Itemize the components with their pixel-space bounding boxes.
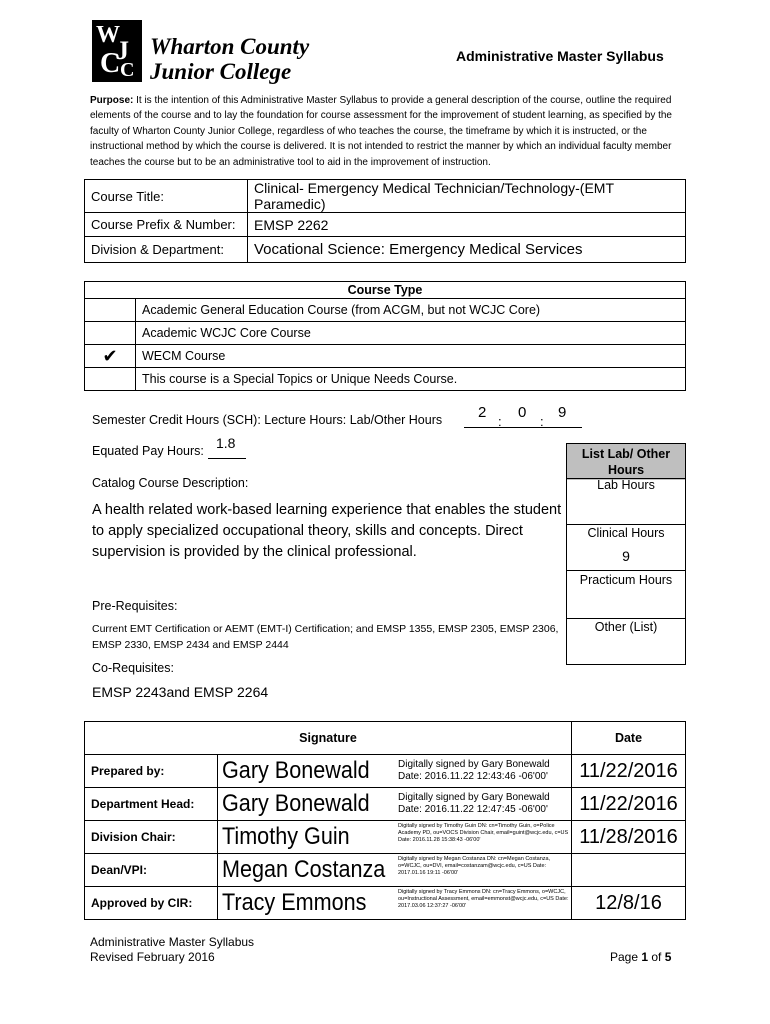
purpose-label: Purpose: [90, 95, 134, 106]
signature-cell [218, 887, 572, 920]
signature-date [572, 854, 686, 887]
clinical-hours-value: 9 [622, 548, 630, 564]
course-type-checkbox[interactable] [85, 368, 136, 391]
divider [567, 524, 685, 525]
hours-separator: : [498, 414, 502, 429]
signature-date: 12/8/16 [572, 887, 686, 920]
digital-signature-note: Digitally signed by Megan Costanza DN: cn=Megan Costanza, o=WCJC, ou=DVI, email=costanzam@wcjc.edu, c=US Date: 2017.01.16 19:11 -06'00' [398, 856, 551, 876]
prereq-text: Current EMT Certification or AEMT (EMT-I) Certification; and EMSP 1355, EMSP 2305, EMSP 2306, EMSP 2330, EMSP 2434 and EMSP 2444 [92, 623, 559, 651]
course-type-checkbox[interactable] [85, 299, 136, 322]
page-current: 1 [641, 950, 649, 964]
lab-hours-box-header: List Lab/ Other Hours [567, 444, 685, 480]
catalog-label: Catalog Course Description: [92, 476, 249, 490]
course-prefix-label: Course Prefix & Number: [85, 213, 248, 237]
divider [567, 618, 685, 619]
logo-letter: J [116, 36, 129, 65]
course-type-table [84, 281, 686, 391]
signature-cell [218, 821, 572, 854]
logo-letter: C [100, 48, 121, 79]
division-value: Vocational Science: Emergency Medical Services [248, 237, 686, 263]
catalog-description: A health related work-based learning experience that enables the student to apply specialized occupational theory, skills and concepts. Direct supervision is provided by the clinical professional. [92, 502, 562, 560]
page-prefix: Page [610, 950, 642, 964]
course-type-checkbox[interactable] [85, 322, 136, 345]
signature-date: 11/22/2016 [572, 788, 686, 821]
course-type-option: Academic General Education Course (from ACGM, but not WCJC Core) [136, 299, 686, 322]
course-type-header: Course Type [85, 282, 686, 299]
signature-date: 11/22/2016 [572, 755, 686, 788]
signature-role: Prepared by: [85, 755, 218, 788]
signature-column-header: Signature [85, 722, 572, 755]
signature-role: Division Chair: [85, 821, 218, 854]
course-title-value: Clinical- Emergency Medical Technician/Technology-(EMT Paramedic) [248, 180, 686, 213]
sch-label: Semester Credit Hours (SCH): Lecture Hours: Lab/Other Hours [92, 413, 443, 427]
signature-cell [218, 755, 572, 788]
signature-table [84, 721, 686, 920]
sch-underline [464, 427, 582, 428]
other-hours-label: Other (List) [594, 620, 658, 634]
document-title: Administrative Master Syllabus [456, 48, 664, 64]
page-mid: of [648, 950, 665, 964]
lab-hours-box [566, 443, 686, 665]
college-name [150, 34, 309, 84]
signer-name: Megan Costanza [222, 856, 386, 883]
signer-name: Gary Bonewald [222, 757, 370, 784]
course-type-option: WECM Course [136, 345, 686, 368]
digital-signature-note: Digitally signed by Gary Bonewald Date: 2016.11.22 12:47:45 -06'00' [398, 792, 550, 815]
digital-signature-note: Digitally signed by Timothy Guin DN: cn=Timothy Guin, o=Police Academy PD, ou=VOCS Division Chair, email=guint@wcjc.edu, c=US Date: 2016.11.28 15:38:43 -06'00' [398, 823, 569, 843]
footer-line1: Administrative Master Syllabus [90, 935, 255, 949]
prereq-label: Pre-Requisites: [92, 599, 178, 613]
signature-cell [218, 854, 572, 887]
footer-line2: Revised February 2016 [90, 950, 215, 964]
footer [90, 935, 254, 965]
college-name-line2: Junior College [150, 59, 292, 84]
division-label: Division & Department: [85, 237, 248, 263]
coreq-text: EMSP 2243and EMSP 2264 [92, 684, 269, 700]
sch-value: 2 [478, 404, 487, 421]
page-total: 5 [664, 950, 672, 964]
purpose-text: It is the intention of this Administrative Master Syllabus to provide a general description of the course, outline the required elements of the course and to lay the foundation for course assessment for the improvement of student learning, as specified by the faculty of Wharton County Junior College, regardless of who teaches the course, the timeframe by which it is instructed, or the instructional method by which the course is delivered. It is not intended to restrict the manner by which an individual faculty member teaches the course but to be an administrative tool to aid in the improvement of instruction. [90, 95, 672, 168]
hours-separator: : [540, 414, 544, 429]
page-number [610, 950, 671, 964]
coreq-label: Co-Requisites: [92, 661, 174, 675]
course-info-table [84, 179, 686, 263]
equated-pay-label: Equated Pay Hours: [92, 444, 204, 458]
signature-cell [218, 788, 572, 821]
signer-name: Gary Bonewald [222, 790, 370, 817]
digital-signature-note: Digitally signed by Gary Bonewald Date: 2016.11.22 12:43:46 -06'00' [398, 759, 550, 782]
course-prefix-value: EMSP 2262 [248, 213, 686, 237]
course-type-option: This course is a Special Topics or Unique Needs Course. [136, 368, 686, 391]
signer-name: Tracy Emmons [222, 889, 367, 916]
lab-hours-value: 9 [558, 404, 567, 421]
logo-letter: W [96, 22, 120, 48]
clinical-hours-label: Clinical Hours [587, 526, 665, 540]
purpose-paragraph [90, 93, 690, 170]
signature-role: Department Head: [85, 788, 218, 821]
course-type-option: Academic WCJC Core Course [136, 322, 686, 345]
equated-underline [208, 458, 246, 459]
signature-date: 11/28/2016 [572, 821, 686, 854]
digital-signature-note: Digitally signed by Tracy Emmons DN: cn=Tracy Emmons, o=WCJC, ou=Instructional Assessment, email=emmonst@wcjc.edu, c=US Date: 2017.03.06 12:37:27 -06'00' [398, 889, 569, 909]
signature-role: Dean/VPI: [85, 854, 218, 887]
signer-name: Timothy Guin [222, 823, 350, 850]
course-type-checkbox[interactable]: ✔ [85, 345, 136, 368]
college-name-line1: Wharton County [150, 34, 310, 59]
divider [567, 570, 685, 571]
practicum-hours-label: Practicum Hours [579, 573, 673, 587]
lab-hours-label: Lab Hours [597, 478, 655, 492]
date-column-header: Date [572, 722, 686, 755]
logo-letter: C [120, 59, 135, 81]
course-title-label: Course Title: [85, 180, 248, 213]
signature-role: Approved by CIR: [85, 887, 218, 920]
lecture-hours-value: 0 [518, 404, 527, 421]
college-logo [92, 20, 142, 82]
equated-pay-value: 1.8 [216, 435, 236, 451]
